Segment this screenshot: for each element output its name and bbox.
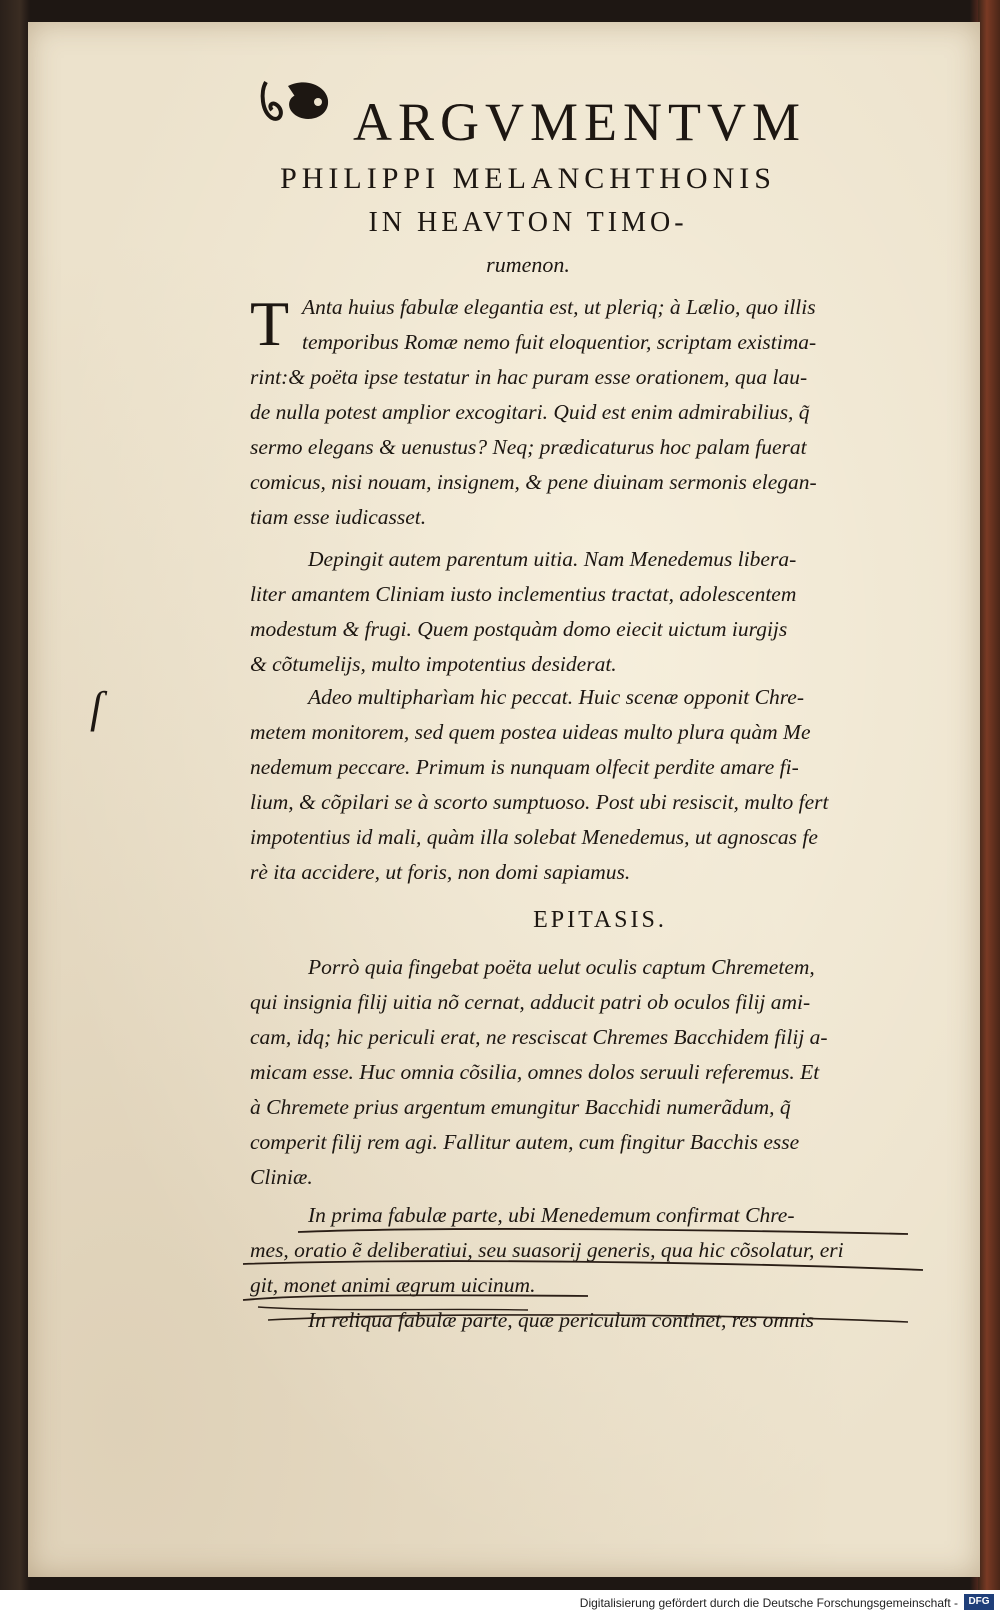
text-line: de nulla potest amplior excogitari. Quid est enim admirabilius, q̃ — [250, 400, 810, 424]
drop-capital: T — [250, 288, 290, 359]
paragraph-2 — [250, 542, 950, 682]
title-work-continued: rumenon. — [486, 252, 570, 277]
title-work: IN HEAVTON TIMO- — [368, 207, 688, 238]
text-line: comicus, nisi nouam, insignem, & pene diuinam sermonis elegan- — [250, 470, 817, 494]
text-line: Depingit autem parentum uitia. Nam Menedemus libera- — [308, 547, 797, 571]
text-line: Anta huius fabulæ elegantia est, ut pleriq; à Lælio, quo illis — [302, 295, 816, 319]
text-line: comperit filij rem agi. Fallitur autem, cum fingitur Bacchis esse — [250, 1130, 800, 1154]
margin-note: ſ — [90, 683, 103, 732]
text-line: impotentius id mali, quàm illa solebat Menedemus, ut agnoscas fe — [250, 825, 818, 849]
text-line: temporibus Romæ nemo fuit eloquentior, scriptam existima- — [302, 330, 817, 354]
text-line: Porrò quia fingebat poëta uelut oculis captum Chremetem, — [308, 955, 815, 979]
book-page — [28, 22, 980, 1577]
text-line: cam, idq; hic periculi erat, ne resciscat Chremes Bacchidem filij a- — [250, 1025, 828, 1049]
section-heading: EPITASIS. — [533, 907, 667, 933]
text-line: In prima fabulæ parte, ubi Menedemum confirmat Chre- — [308, 1203, 795, 1227]
text-line: Adeo multipharìam hic peccat. Huic scenæ opponit Chre- — [308, 685, 805, 709]
footer-credit: Digitalisierung gefördert durch die Deutsche Forschungsgemeinschaft - — [579, 1596, 958, 1610]
text-line: qui insignia filij uitia nõ cernat, adducit patri ob oculos filij ami- — [250, 990, 811, 1014]
footer-bar — [0, 1590, 1000, 1616]
paragraph-1 — [250, 290, 950, 535]
text-line: sermo elegans & uenustus? Neq; prædicaturus hoc palam fuerat — [250, 435, 807, 459]
text-line: nedemum peccare. Primum is nunquam olfecit perdite amare fi- — [250, 755, 799, 779]
text-line: modestum & frugi. Quem postquàm domo eiecit uictum iurgijs — [250, 617, 788, 641]
text-line: rè ita accidere, ut foris, non domi sapiamus. — [250, 860, 631, 884]
book-binding-edge — [978, 0, 1000, 1590]
paragraph-5 — [250, 1198, 950, 1338]
title-heading: ARGVMENTVM — [353, 92, 807, 152]
text-line: micam esse. Huc omnia cõsilia, omnes dolos seruuli referemus. Et — [250, 1060, 820, 1084]
text-line: metem monitorem, sed quem postea uideas multo plura quàm Me — [250, 720, 811, 744]
text-line: In reliqua fabulæ parte, quæ periculum continet, res omnis — [308, 1308, 815, 1332]
text-line: mes, oratio ẽ deliberatiui, seu suasorij generis, qua hic cõsolatur, eri — [250, 1238, 844, 1262]
text-line: à Chremete prius argentum emungitur Bacchidi numerãdum, q̃ — [250, 1095, 791, 1119]
paragraph-3 — [250, 680, 950, 890]
dfg-logo: DFG — [964, 1594, 994, 1610]
text-line: Cliniæ. — [250, 1165, 313, 1189]
text-line: tiam esse iudicasset. — [250, 505, 427, 529]
paragraph-4 — [250, 950, 950, 1195]
text-line: liter amantem Cliniam iusto inclementius tractat, adolescentem — [250, 582, 797, 606]
text-line: & cõtumelijs, multo impotentius desiderat. — [250, 652, 617, 676]
text-line: lium, & cõpilari se à scorto sumptuoso. Post ubi resiscit, multo fert — [250, 790, 829, 814]
fleuron-ornament-icon — [258, 72, 336, 128]
text-line: git, monet animi ægrum uicinum. — [250, 1273, 536, 1297]
text-line: rint:& poëta ipse testatur in hac puram esse orationem, qua lau- — [250, 365, 808, 389]
title-author: PHILIPPI MELANCHTHONIS — [280, 162, 776, 195]
